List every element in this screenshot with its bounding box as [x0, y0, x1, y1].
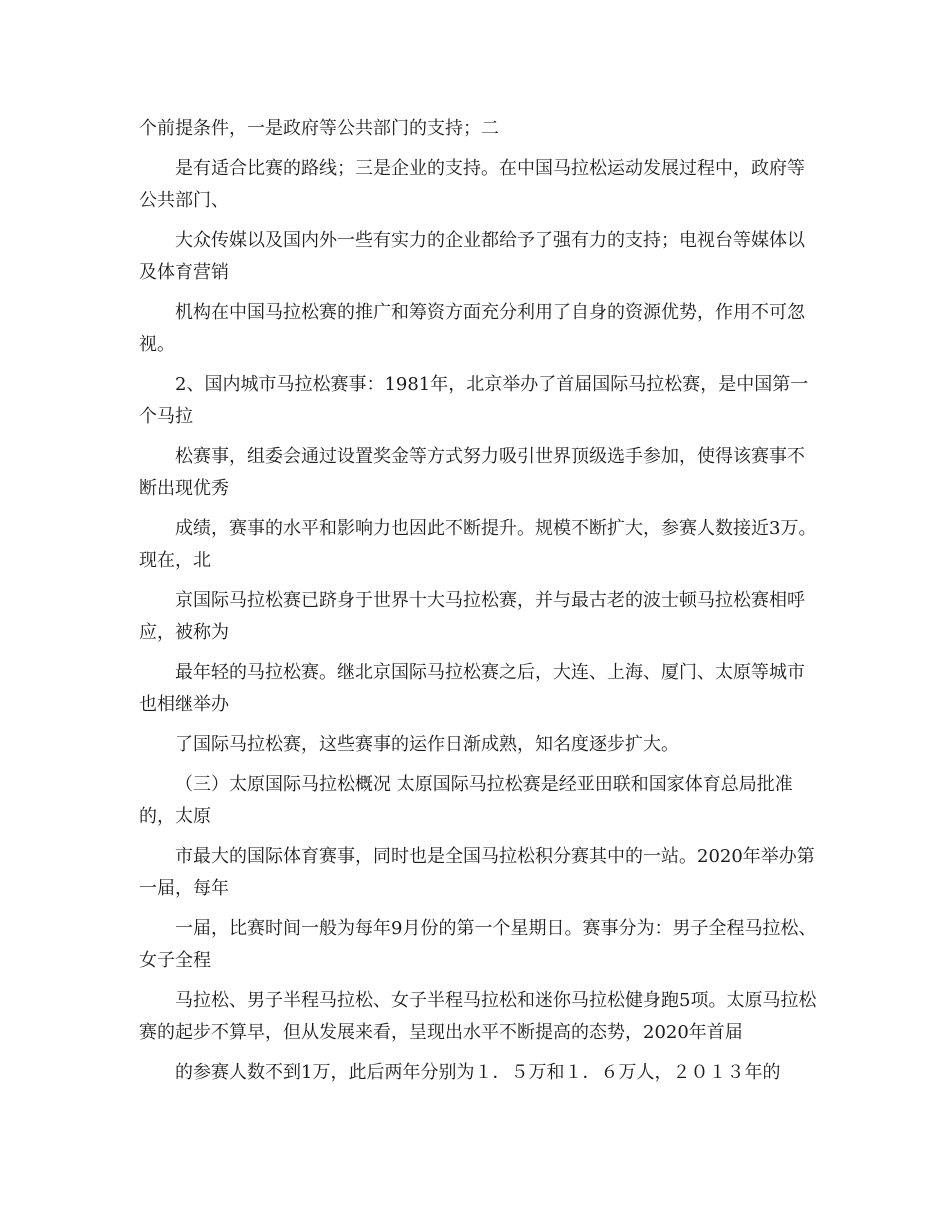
paragraph-8: 京国际马拉松赛已跻身于世界十大马拉松赛，并与最古老的波士顿马拉松赛相呼应，被称为: [139, 590, 805, 643]
paragraph-2: 是有适合比赛的路线；三是企业的支持。在中国马拉松运动发展过程中，政府等公共部门、: [139, 158, 805, 211]
paragraph-15: 的参赛人数不到1万，此后两年分别为１．５万和１．６万人，２０１３年的: [175, 1062, 781, 1083]
document-body: [139, 113, 819, 1097]
paragraph-11: （三）太原国际马拉松概况 太原国际马拉松赛是经亚田联和国家体育总局批准的，太原: [139, 774, 793, 827]
paragraph-10: 了国际马拉松赛，这些赛事的运作日渐成熟，知名度逐步扩大。: [175, 734, 679, 755]
paragraph-6: 松赛事，组委会通过设置奖金等方式努力吸引世界顶级选手参加，使得该赛事不断出现优秀: [139, 446, 805, 499]
paragraph-14: 马拉松、男子半程马拉松、女子半程马拉松和迷你马拉松健身跑5项。太原马拉松赛的起步不算早，但从发展来看，呈现出水平不断提高的态势，2020年首届: [139, 990, 817, 1043]
paragraph-7: 成绩，赛事的水平和影响力也因此不断提升。规模不断扩大，参赛人数接近3万。现在，北: [139, 518, 817, 571]
paragraph-1: 个前提条件，一是政府等公共部门的支持；二: [139, 118, 499, 139]
paragraph-3: 大众传媒以及国内外一些有实力的企业都给予了强有力的支持；电视台等媒体以及体育营销: [139, 230, 805, 283]
paragraph-13: 一届，比赛时间一般为每年9月份的第一个星期日。赛事分为：男子全程马拉松、女子全程: [139, 918, 817, 971]
paragraph-9: 最年轻的马拉松赛。继北京国际马拉松赛之后，大连、上海、厦门、太原等城市也相继举办: [139, 662, 805, 715]
paragraph-12: 市最大的国际体育赛事，同时也是全国马拉松积分赛其中的一站。2020年举办第一届，每年: [139, 846, 815, 899]
paragraph-5: 2、国内城市马拉松赛事：1981年，北京举办了首届国际马拉松赛，是中国第一个马拉: [139, 374, 809, 427]
paragraph-4: 机构在中国马拉松赛的推广和筹资方面充分利用了自身的资源优势，作用不可忽视。: [139, 302, 805, 355]
